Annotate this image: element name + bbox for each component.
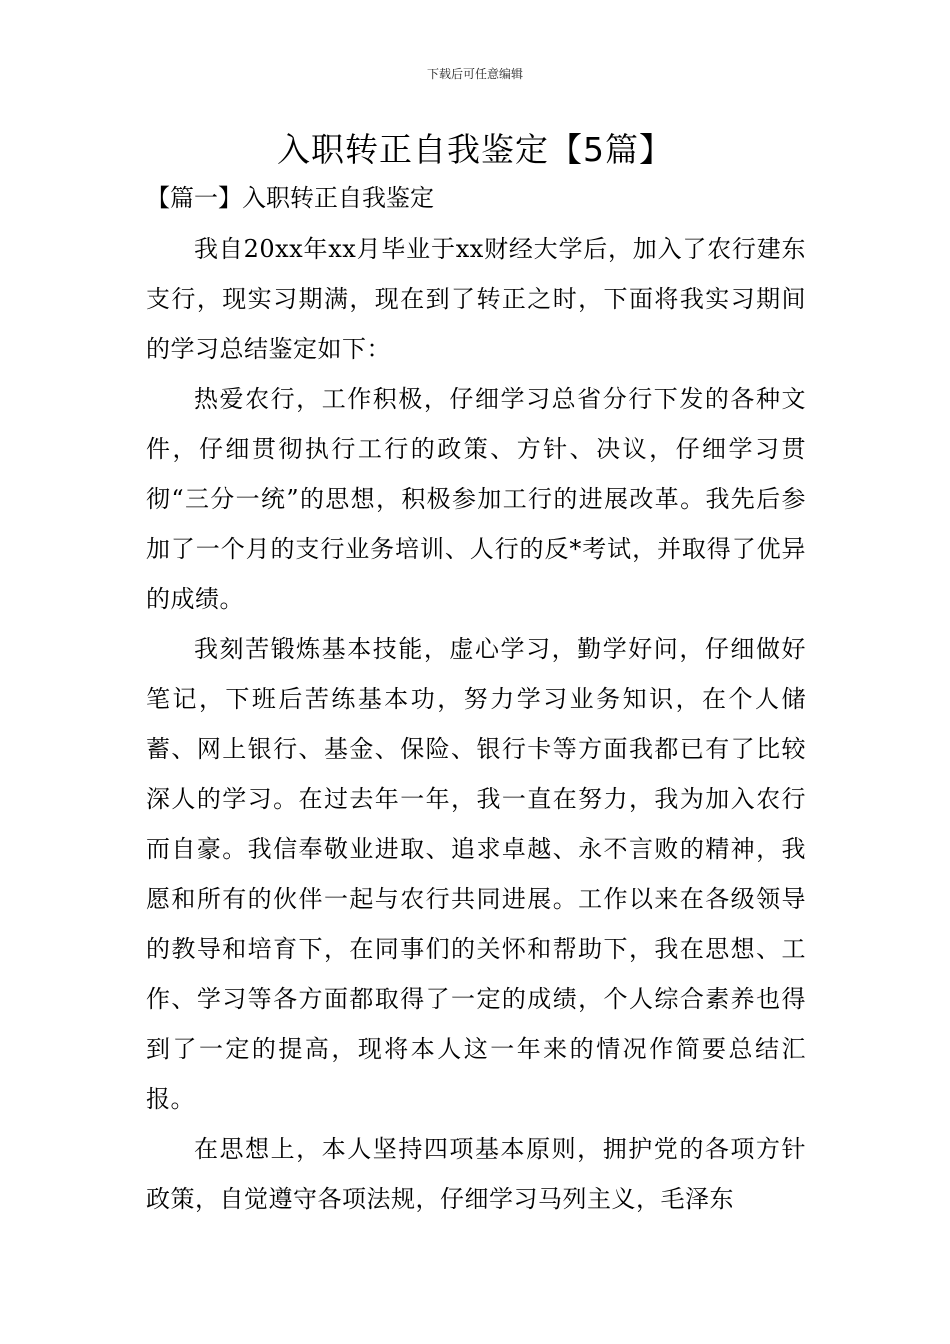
- paragraph-2: 热爱农行，工作积极，仔细学习总省分行下发的各种文件，仔细贯彻执行工行的政策、方针、决议，仔细学习贯彻“三分一统”的思想，积极参加工行的进展改革。我先后参加了一个月的支行业务培训、人行的反*考试，并取得了优异的成绩。: [146, 385, 806, 613]
- header-note: 下载后可任意编辑: [426, 67, 523, 81]
- paragraph-1: 我自20xx年xx月毕业于xx财经大学后，加入了农行建东支行，现实习期满，现在到了转正之时，下面将我实习期间的学习总结鉴定如下：: [146, 235, 806, 363]
- document-title: 入职转正自我鉴定【5篇】: [277, 130, 673, 169]
- paragraph-3: 我刻苦锻炼基本技能，虚心学习，勤学好问，仔细做好笔记，下班后苦练基本功，努力学习业务知识，在个人储蓄、网上银行、基金、保险、银行卡等方面我都已有了比较深人的学习。在过去年一年，我一直在努力，我为加入农行而自豪。我信奉敬业进取、追求卓越、永不言败的精神，我愿和所有的伙伴一起与农行共同进展。工作以来在各级领导的教导和培育下，在同事们的关怀和帮助下，我在思想、工作、学习等各方面都取得了一定的成绩，个人综合素养也得到了一定的提高，现将本人这一年来的情况作简要总结汇报。: [146, 635, 806, 1113]
- paragraph-4: 在思想上，本人坚持四项基本原则，拥护党的各项方针政策，自觉遵守各项法规，仔细学习马列主义，毛泽东: [146, 1135, 806, 1213]
- document-body: [146, 224, 806, 1224]
- section-heading: 【篇一】入职转正自我鉴定: [146, 184, 434, 212]
